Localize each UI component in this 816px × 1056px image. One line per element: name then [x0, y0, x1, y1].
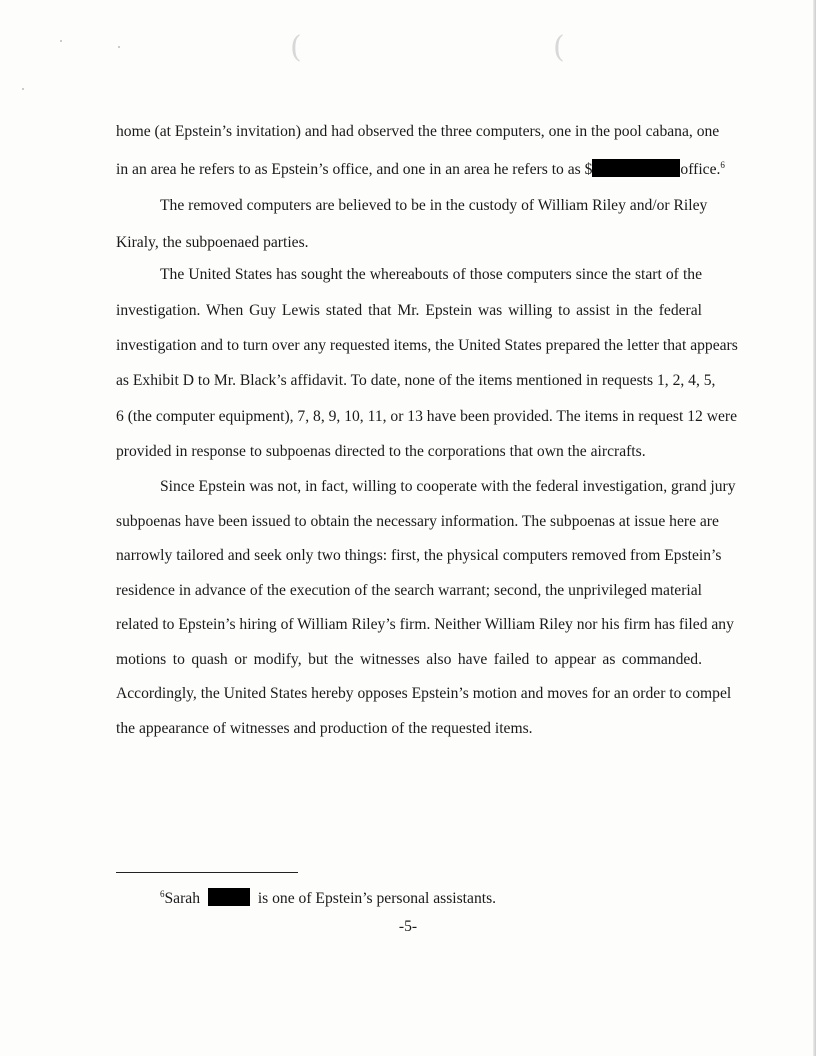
paragraph3-line1: The United States has sought the whereabouts of those computers since the start of the [160, 266, 702, 283]
paragraph2-line1: The removed computers are believed to be in the custody of William Riley and/or Riley [160, 197, 708, 214]
paragraph4-line3: narrowly tailored and seek only two things: first, the physical computers removed from Epstein’s [116, 547, 722, 564]
paragraph3-line5: 6 (the computer equipment), 7, 8, 9, 10, 11, or 13 have been provided. The items in request 12 were [116, 408, 737, 425]
paragraph3-line2: investigation. When Guy Lewis stated that Mr. Epstein was willing to assist in the federal [116, 302, 702, 319]
paragraph4-line6: motions to quash or modify, but the witnesses also have failed to appear as commanded. [116, 651, 702, 668]
page-number: -5- [398, 918, 418, 935]
footnote-text-start: Sarah [164, 890, 201, 907]
footnote-reference: 6 [720, 160, 725, 170]
paragraph1-line2-text: in an area he refers to as Epstein’s office, and one in an area he refers to as $ [116, 161, 593, 178]
paragraph3-line4: as Exhibit D to Mr. Black’s affidavit. To date, none of the items mentioned in requests 1, 2, 4, 5, [116, 372, 716, 389]
paragraph4-line1: Since Epstein was not, in fact, willing to cooperate with the federal investigation, grand jury [160, 478, 736, 495]
footnote [160, 888, 496, 909]
scan-speck [60, 40, 62, 42]
paragraph3-line3: investigation and to turn over any requested items, the United States prepared the letter that appears [116, 337, 738, 354]
paragraph1-line2 [116, 159, 725, 180]
scan-mark-left: ( [290, 30, 302, 65]
footnote-number: 6 [160, 889, 165, 899]
scan-speck [22, 88, 24, 90]
paragraph3-line6: provided in response to subpoenas directed to the corporations that own the aircrafts. [116, 443, 646, 460]
paragraph4-line4: residence in advance of the execution of the search warrant; second, the unprivileged material [116, 582, 702, 599]
paragraph1-line1: home (at Epstein’s invitation) and had observed the three computers, one in the pool cabana, one [116, 123, 720, 140]
paragraph4-line5: related to Epstein’s hiring of William Riley’s firm. Neither William Riley nor his firm has filed any [116, 616, 734, 633]
paragraph2-line2: Kiraly, the subpoenaed parties. [116, 234, 309, 251]
redaction-bar [208, 888, 250, 906]
scan-speck [118, 46, 120, 48]
paragraph4-line2: subpoenas have been issued to obtain the necessary information. The subpoenas at issue here are [116, 513, 719, 530]
scan-mark-right: ( [553, 30, 565, 65]
paragraph1-line2-end: office. [680, 161, 721, 178]
paragraph4-line7: Accordingly, the United States hereby opposes Epstein’s motion and moves for an order to compel [116, 685, 732, 702]
footnote-text-end: is one of Epstein’s personal assistants. [257, 890, 497, 907]
redaction-bar [592, 159, 680, 177]
paragraph4-line8: the appearance of witnesses and production of the requested items. [116, 720, 533, 737]
footnote-separator [116, 872, 298, 873]
